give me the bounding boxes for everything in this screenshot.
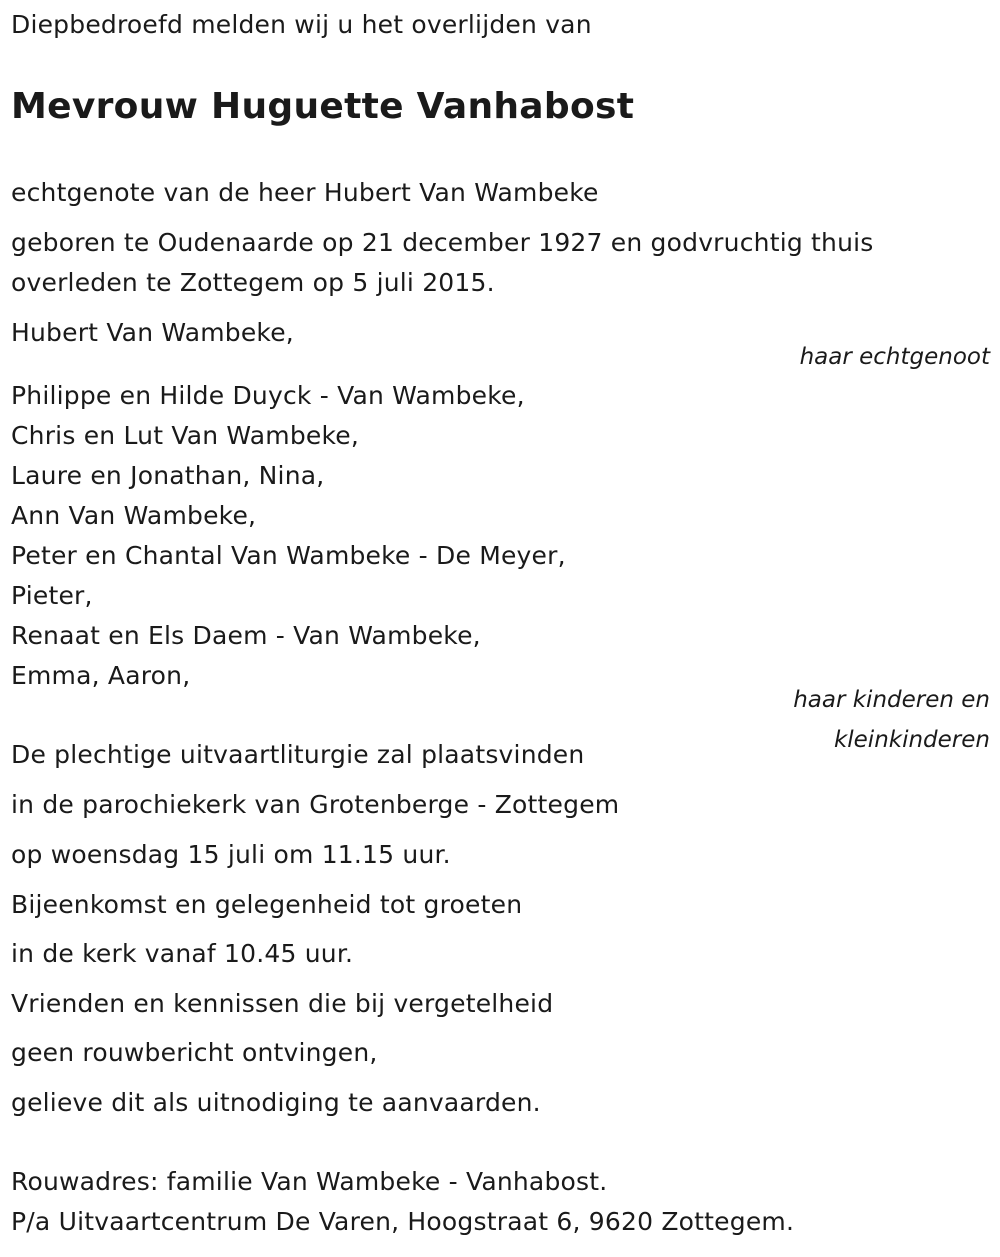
child-line: Renaat en Els Daem - Van Wambeke, xyxy=(11,621,481,650)
spouse-line: echtgenote van de heer Hubert Van Wambeke xyxy=(11,178,599,207)
children-relation-line-2: kleinkinderen xyxy=(833,727,990,753)
mourning-address-line-2: P/a Uitvaartcentrum De Varen, Hoogstraat 6, 9620 Zottegem. xyxy=(11,1207,795,1236)
child-line: Laure en Jonathan, Nina, xyxy=(11,461,325,490)
service-line: in de parochiekerk van Grotenberge - Zottegem xyxy=(11,790,620,819)
intro-text: Diepbedroefd melden wij u het overlijden van xyxy=(11,10,592,39)
service-line: geen rouwbericht ontvingen, xyxy=(11,1038,378,1067)
children-relation xyxy=(793,680,990,760)
service-line: op woensdag 15 juli om 11.15 uur. xyxy=(11,840,451,869)
spouse-relation xyxy=(800,337,990,377)
child-line: Emma, Aaron, xyxy=(11,661,191,690)
service-line: in de kerk vanaf 10.45 uur. xyxy=(11,939,354,968)
child-line: Philippe en Hilde Duyck - Van Wambeke, xyxy=(11,381,525,410)
deceased-name: Mevrouw Huguette Vanhabost xyxy=(11,86,635,127)
child-line: Ann Van Wambeke, xyxy=(11,501,257,530)
children-relation-line-1: haar kinderen en xyxy=(793,687,990,713)
service-line: Bijeenkomst en gelegenheid tot groeten xyxy=(11,890,523,919)
birth-death-line-1: geboren te Oudenaarde op 21 december 1927 en godvruchtig thuis xyxy=(11,228,874,257)
service-line: gelieve dit als uitnodiging te aanvaarden. xyxy=(11,1088,541,1117)
service-line: De plechtige uitvaartliturgie zal plaatsvinden xyxy=(11,740,585,769)
mourning-address-line-1: Rouwadres: familie Van Wambeke - Vanhabost. xyxy=(11,1167,608,1196)
service-line: Vrienden en kennissen die bij vergetelheid xyxy=(11,989,554,1018)
child-line: Pieter, xyxy=(11,581,93,610)
child-line: Chris en Lut Van Wambeke, xyxy=(11,421,359,450)
birth-death-line-2: overleden te Zottegem op 5 juli 2015. xyxy=(11,268,495,297)
spouse-relation-text: haar echtgenoot xyxy=(799,344,990,370)
spouse-name: Hubert Van Wambeke, xyxy=(11,318,294,347)
child-line: Peter en Chantal Van Wambeke - De Meyer, xyxy=(11,541,566,570)
